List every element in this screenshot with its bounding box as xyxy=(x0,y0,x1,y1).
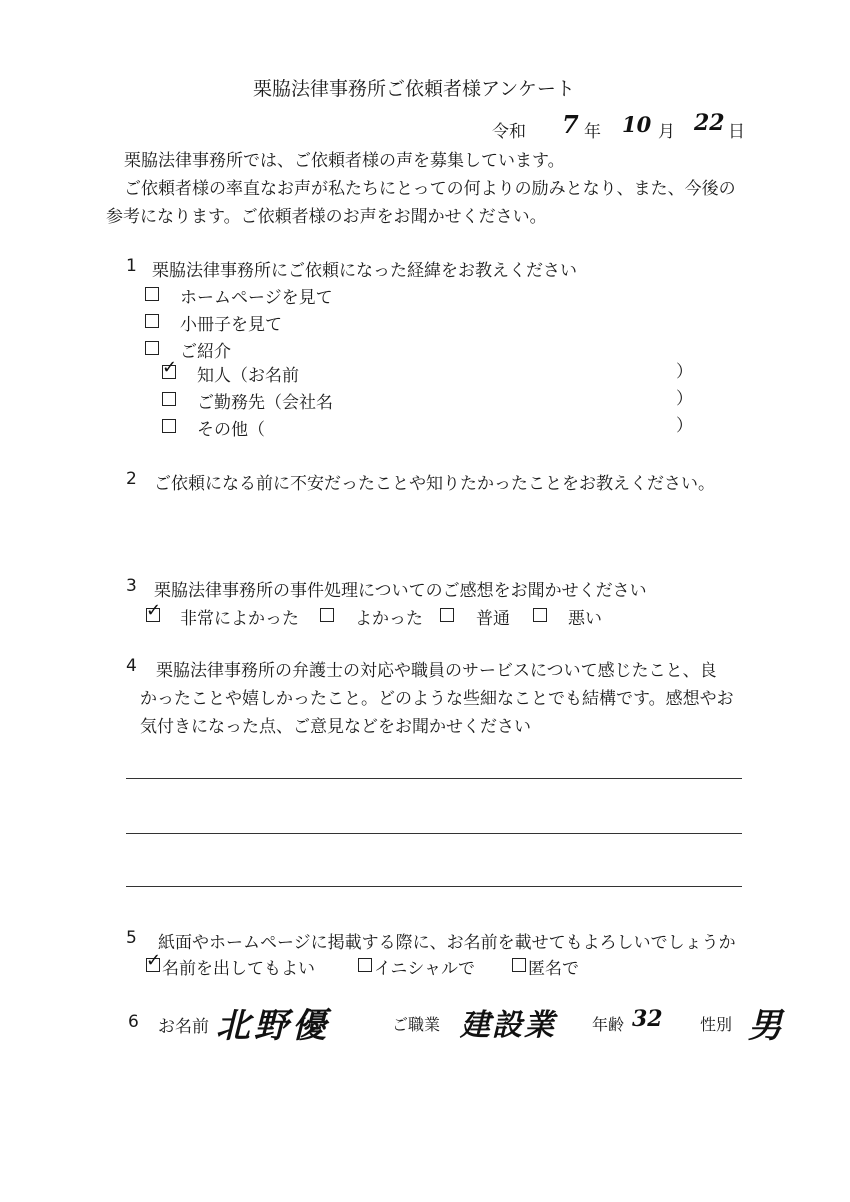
date-month-value: 10 xyxy=(622,112,652,137)
q6-name-value[interactable]: 北野優 xyxy=(216,1006,330,1046)
q4-line-3: 気付きになった点、ご意見などをお聞かせください xyxy=(140,717,531,737)
q5-question: 紙面やホームページに掲載する際に、お名前を載せてもよろしいでしょうか xyxy=(158,933,736,953)
date-year-value: 7 xyxy=(562,110,579,139)
q4-number: 4 xyxy=(126,656,137,676)
q3-option-3-label: 普通 xyxy=(476,609,510,629)
q6-age-label: 年齢 xyxy=(592,1015,625,1034)
q1-option-2-checkbox[interactable] xyxy=(145,314,159,328)
q3-number: 3 xyxy=(126,576,137,596)
q3-option-2-label: よかった xyxy=(355,609,423,629)
date-era: 令和 xyxy=(492,122,526,142)
q3-option-4-checkbox[interactable] xyxy=(533,608,547,622)
q6-name-label: お名前 xyxy=(158,1017,209,1037)
q1-sub-option-2-checkbox[interactable] xyxy=(162,392,176,406)
q2-question: ご依頼になる前に不安だったことや知りたかったことをお教えください。 xyxy=(154,474,715,494)
q1-question: 栗脇法律事務所にご依頼になった経緯をお教えください xyxy=(152,261,577,281)
q6-job-value[interactable]: 建設業 xyxy=(460,1008,556,1043)
date-day-value: 22 xyxy=(694,110,725,136)
q4-answer-line-3[interactable] xyxy=(126,886,742,887)
q1-sub-option-1-close: ） xyxy=(676,362,693,382)
q3-option-1-checkbox[interactable] xyxy=(146,600,162,622)
q1-sub-option-1-checkbox[interactable] xyxy=(162,357,178,379)
q1-sub-option-3-label: その他（ xyxy=(197,420,265,440)
q1-sub-option-2-label: ご勤務先（会社名 xyxy=(197,393,333,413)
q5-option-1-label: 名前を出してもよい xyxy=(162,959,315,979)
q6-age-value[interactable]: 32 xyxy=(632,1006,663,1032)
q4-line-1: 栗脇法律事務所の弁護士の対応や職員のサービスについて感じたこと、良 xyxy=(156,661,717,681)
check-mark-icon: ✓ xyxy=(146,950,162,971)
q3-option-3-checkbox[interactable] xyxy=(440,608,454,622)
q6-gender-label: 性別 xyxy=(700,1015,733,1034)
q5-option-2-label: イニシャルで xyxy=(374,959,475,979)
q6-job-label: ご職業 xyxy=(392,1015,441,1034)
q1-sub-option-3-checkbox[interactable] xyxy=(162,419,176,433)
q4-answer-line-2[interactable] xyxy=(126,833,742,834)
q5-option-3-label: 匿名で xyxy=(528,959,579,979)
q5-option-3-checkbox[interactable] xyxy=(512,958,526,972)
q5-option-1-checkbox[interactable] xyxy=(146,950,162,972)
q4-line-2: かったことや嬉しかったこと。どのような些細なことでも結構です。感想やお xyxy=(140,689,734,709)
date-year-label: 年 xyxy=(584,122,601,142)
q3-option-2-checkbox[interactable] xyxy=(320,608,334,622)
q6-gender-value[interactable]: 男 xyxy=(748,1006,782,1046)
q3-question: 栗脇法律事務所の事件処理についてのご感想をお聞かせください xyxy=(154,581,647,601)
intro-line-3: 参考になります。ご依頼者様のお声をお聞かせください。 xyxy=(106,207,547,227)
q1-sub-option-2-close: ） xyxy=(676,389,693,409)
intro-line-1: 栗脇法律事務所では、ご依頼者様の声を募集しています。 xyxy=(124,151,565,171)
q1-sub-option-3-close: ） xyxy=(676,416,693,436)
q1-option-1-label: ホームページを見て xyxy=(180,288,333,308)
q6-number: 6 xyxy=(128,1012,139,1032)
date-month-label: 月 xyxy=(658,122,675,142)
q1-option-3-checkbox[interactable] xyxy=(145,341,159,355)
intro-line-2: ご依頼者様の率直なお声が私たちにとっての何よりの励みとなり、また、今後の xyxy=(124,179,736,199)
q1-number: 1 xyxy=(126,256,137,276)
q1-sub-option-1-label: 知人（お名前 xyxy=(197,366,299,386)
check-mark-icon: ✓ xyxy=(162,357,178,378)
date-day-label: 日 xyxy=(728,122,745,142)
q5-option-2-checkbox[interactable] xyxy=(358,958,372,972)
q1-option-3-label: ご紹介 xyxy=(180,342,231,362)
q2-number: 2 xyxy=(126,469,137,489)
q1-option-1-checkbox[interactable] xyxy=(145,287,159,301)
page-title: 栗脇法律事務所ご依頼者様アンケート xyxy=(253,78,575,100)
q4-answer-line-1[interactable] xyxy=(126,778,742,779)
q3-option-1-label: 非常によかった xyxy=(180,609,299,629)
q5-number: 5 xyxy=(126,928,137,948)
q1-option-2-label: 小冊子を見て xyxy=(180,315,282,335)
check-mark-icon: ✓ xyxy=(146,600,162,621)
q3-option-4-label: 悪い xyxy=(568,609,602,629)
